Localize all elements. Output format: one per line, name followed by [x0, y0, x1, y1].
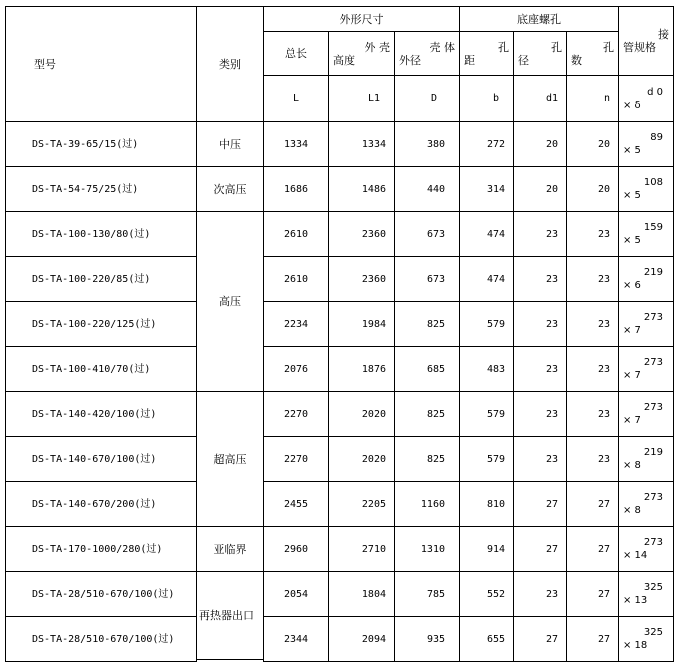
cell-n: 20	[566, 121, 619, 167]
pipe-diameter: 325	[643, 627, 663, 638]
cell-b: 272	[459, 121, 514, 167]
pipe-thickness: × 5	[623, 190, 641, 201]
cell-D: 935	[394, 616, 460, 662]
cell-d1: 20	[513, 121, 567, 167]
cell-n: 23	[566, 211, 619, 257]
cell-model: DS-TA-170-1000/280(过)	[5, 526, 197, 572]
header-pipe-bottom: 管规格	[623, 41, 656, 54]
cell-pipe-spec	[618, 166, 674, 212]
cell-L1: 2020	[328, 391, 395, 437]
cell-L1: 2360	[328, 211, 395, 257]
header-sym-pipe-a: d 0	[647, 86, 663, 98]
cell-pipe-spec	[618, 436, 674, 482]
cell-d1: 23	[513, 256, 567, 302]
cell-n: 20	[566, 166, 619, 212]
header-sym-pipe-b: × δ	[623, 99, 641, 111]
pipe-thickness: × 14	[623, 550, 648, 561]
group-cell: 亚临界	[196, 526, 264, 572]
cell-b: 474	[459, 256, 514, 302]
cell-n: 23	[566, 346, 619, 392]
header-total-length: 总长	[263, 31, 329, 76]
cell-L: 1686	[263, 166, 329, 212]
cell-D: 1310	[394, 526, 460, 572]
cell-b: 914	[459, 526, 514, 572]
header-sym-pipe	[618, 75, 674, 122]
cell-d1: 27	[513, 481, 567, 527]
cell-n: 27	[566, 616, 619, 662]
pipe-thickness: × 7	[623, 325, 641, 336]
cell-model: DS-TA-140-670/100(过)	[5, 436, 197, 482]
cell-L1: 1984	[328, 301, 395, 347]
group-cell: 次高压	[196, 166, 264, 212]
cell-L: 2270	[263, 436, 329, 482]
cell-L: 2270	[263, 391, 329, 437]
cell-model: DS-TA-140-420/100(过)	[5, 391, 197, 437]
cell-model: DS-TA-28/510-670/100(过)	[5, 571, 197, 617]
cell-L: 2054	[263, 571, 329, 617]
pipe-diameter: 273	[643, 312, 663, 323]
header-hole-dia	[513, 31, 567, 76]
pipe-thickness: × 5	[623, 235, 641, 246]
cell-d1: 23	[513, 211, 567, 257]
cell-b: 655	[459, 616, 514, 662]
cell-model: DS-TA-100-220/125(过)	[5, 301, 197, 347]
cell-pipe-spec	[618, 571, 674, 617]
cell-pipe-spec	[618, 346, 674, 392]
header-dims-group: 外形尺寸	[263, 6, 460, 32]
header-base-group: 底座螺孔	[459, 6, 619, 32]
cell-D: 380	[394, 121, 460, 167]
pipe-diameter: 273	[643, 537, 663, 548]
cell-n: 23	[566, 301, 619, 347]
header-shell-height-a: 外 壳	[364, 40, 390, 54]
cell-n: 23	[566, 391, 619, 437]
pipe-diameter: 108	[643, 177, 663, 188]
cell-b: 579	[459, 301, 514, 347]
cell-n: 23	[566, 436, 619, 482]
cell-L1: 2205	[328, 481, 395, 527]
cell-pipe-spec	[618, 256, 674, 302]
cell-n: 27	[566, 481, 619, 527]
header-sym-n: n	[566, 75, 619, 122]
header-hole-dist-a: 孔	[498, 40, 509, 54]
cell-model: DS-TA-140-670/200(过)	[5, 481, 197, 527]
cell-L: 2610	[263, 211, 329, 257]
header-pipe-spec	[618, 6, 674, 76]
pipe-diameter: 325	[643, 582, 663, 593]
pipe-diameter: 273	[643, 357, 663, 368]
cell-D: 825	[394, 391, 460, 437]
pipe-thickness: × 8	[623, 460, 641, 471]
cell-d1: 23	[513, 391, 567, 437]
cell-d1: 23	[513, 346, 567, 392]
cell-d1: 27	[513, 616, 567, 662]
cell-d1: 23	[513, 301, 567, 347]
cell-D: 685	[394, 346, 460, 392]
header-shell-dia-a: 壳 体	[429, 40, 455, 54]
cell-b: 314	[459, 166, 514, 212]
header-shell-height	[328, 31, 395, 76]
cell-model: DS-TA-54-75/25(过)	[5, 166, 197, 212]
group-cell: 高压	[196, 211, 264, 392]
header-sym-L1: L1	[328, 75, 395, 122]
cell-n: 23	[566, 256, 619, 302]
cell-pipe-spec	[618, 121, 674, 167]
header-category: 类别	[196, 6, 264, 122]
header-pipe-top: 接	[658, 28, 669, 41]
cell-n: 27	[566, 571, 619, 617]
cell-model: DS-TA-100-410/70(过)	[5, 346, 197, 392]
pipe-diameter: 219	[643, 447, 663, 458]
pipe-thickness: × 18	[623, 640, 648, 651]
cell-D: 440	[394, 166, 460, 212]
header-hole-num	[566, 31, 619, 76]
cell-d1: 23	[513, 571, 567, 617]
cell-L: 2960	[263, 526, 329, 572]
pipe-thickness: × 7	[623, 415, 641, 426]
cell-d1: 27	[513, 526, 567, 572]
header-hole-dia-a: 孔	[551, 40, 562, 54]
header-hole-dist-b: 距	[464, 53, 475, 67]
cell-L1: 2360	[328, 256, 395, 302]
spec-table	[5, 6, 674, 660]
cell-L: 2610	[263, 256, 329, 302]
cell-L: 1334	[263, 121, 329, 167]
cell-pipe-spec	[618, 526, 674, 572]
header-shell-height-b: 高度	[333, 53, 355, 67]
cell-D: 825	[394, 436, 460, 482]
header-hole-num-b: 数	[571, 53, 582, 67]
cell-L1: 1334	[328, 121, 395, 167]
cell-L1: 1876	[328, 346, 395, 392]
cell-D: 785	[394, 571, 460, 617]
header-sym-D: D	[394, 75, 460, 122]
cell-model: DS-TA-39-65/15(过)	[5, 121, 197, 167]
cell-L: 2234	[263, 301, 329, 347]
cell-L1: 2020	[328, 436, 395, 482]
pipe-thickness: × 8	[623, 505, 641, 516]
cell-pipe-spec	[618, 211, 674, 257]
pipe-thickness: × 6	[623, 280, 641, 291]
cell-model: DS-TA-28/510-670/100(过)	[5, 616, 197, 662]
pipe-diameter: 159	[643, 222, 663, 233]
cell-D: 673	[394, 211, 460, 257]
group-cell: 超高压	[196, 391, 264, 527]
header-hole-num-a: 孔	[603, 40, 614, 54]
cell-L: 2344	[263, 616, 329, 662]
cell-L: 2455	[263, 481, 329, 527]
cell-model: DS-TA-100-130/80(过)	[5, 211, 197, 257]
pipe-diameter: 273	[643, 492, 663, 503]
cell-d1: 23	[513, 436, 567, 482]
pipe-thickness: × 13	[623, 595, 648, 606]
cell-pipe-spec	[618, 301, 674, 347]
pipe-thickness: × 5	[623, 145, 641, 156]
cell-b: 552	[459, 571, 514, 617]
pipe-diameter: 273	[643, 402, 663, 413]
header-model: 型号	[5, 6, 197, 122]
cell-b: 579	[459, 391, 514, 437]
cell-L1: 2094	[328, 616, 395, 662]
cell-L: 2076	[263, 346, 329, 392]
header-sym-d1: d1	[513, 75, 567, 122]
cell-b: 579	[459, 436, 514, 482]
group-cell: 中压	[196, 121, 264, 167]
pipe-thickness: × 7	[623, 370, 641, 381]
cell-pipe-spec	[618, 481, 674, 527]
cell-pipe-spec	[618, 391, 674, 437]
cell-b: 810	[459, 481, 514, 527]
cell-d1: 20	[513, 166, 567, 212]
group-cell: 再热器出口	[196, 571, 264, 660]
cell-pipe-spec	[618, 616, 674, 662]
cell-D: 825	[394, 301, 460, 347]
cell-n: 27	[566, 526, 619, 572]
cell-model: DS-TA-100-220/85(过)	[5, 256, 197, 302]
header-sym-b: b	[459, 75, 514, 122]
cell-L1: 2710	[328, 526, 395, 572]
cell-b: 474	[459, 211, 514, 257]
header-shell-dia-b: 外径	[399, 53, 421, 67]
header-sym-L: L	[263, 75, 329, 122]
pipe-diameter: 219	[643, 267, 663, 278]
cell-D: 673	[394, 256, 460, 302]
cell-L1: 1486	[328, 166, 395, 212]
pipe-diameter: 89	[650, 132, 663, 143]
header-shell-dia	[394, 31, 460, 76]
cell-b: 483	[459, 346, 514, 392]
cell-L1: 1804	[328, 571, 395, 617]
header-hole-dist	[459, 31, 514, 76]
cell-D: 1160	[394, 481, 460, 527]
header-hole-dia-b: 径	[518, 53, 529, 67]
